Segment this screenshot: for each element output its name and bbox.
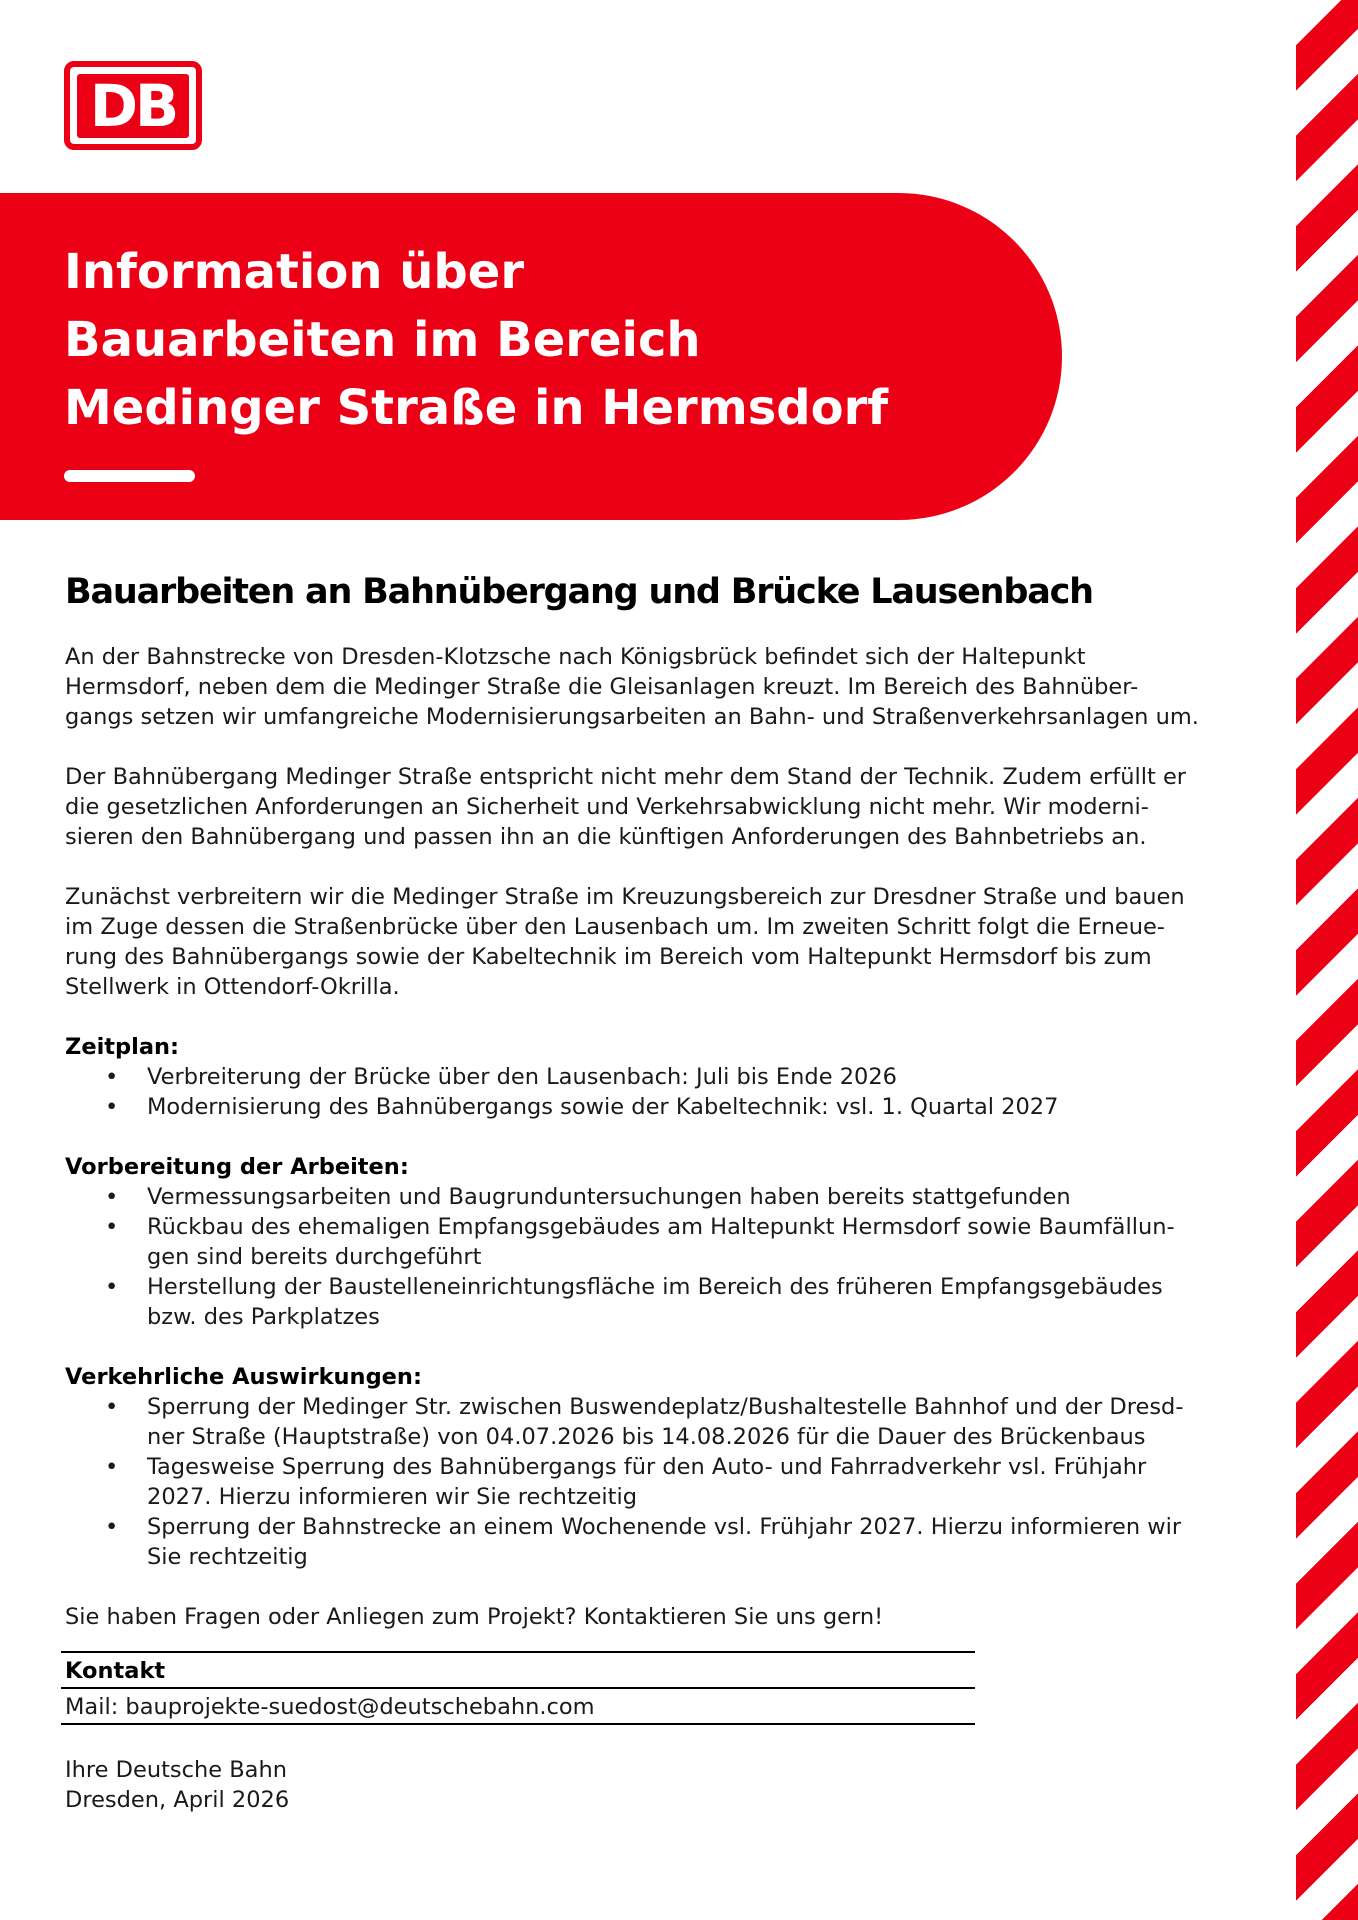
list-item-line: • Vermessungsarbeiten und Baugrunduntersuchungen haben bereits stattgefunden bbox=[147, 1184, 1071, 1210]
list-item bbox=[65, 1182, 1245, 1212]
list-item-line: gen sind bereits durchgeführt bbox=[147, 1244, 482, 1270]
list-item-line: bzw. des Parkplatzes bbox=[147, 1304, 380, 1330]
list-item-line: Sie rechtzeitig bbox=[147, 1544, 308, 1570]
paragraph-line: Hermsdorf, neben dem die Medinger Straße die Gleisanlagen kreuzt. Im Bereich des Bahnüber- bbox=[65, 674, 1139, 700]
db-logo-text: DB bbox=[77, 74, 189, 138]
auswirkungen-heading: Verkehrliche Auswirkungen: bbox=[65, 1364, 422, 1390]
list-item-line: ner Straße (Hauptstraße) von 04.07.2026 bis 14.08.2026 für die Dauer des Brückenbaus bbox=[147, 1424, 1146, 1450]
signature-line: Ihre Deutsche Bahn bbox=[65, 1757, 287, 1783]
paragraph-line: rung des Bahnübergangs sowie der Kabeltechnik im Bereich vom Haltepunkt Hermsdorf bis zum bbox=[65, 944, 1152, 970]
zeitplan-list bbox=[65, 1062, 1245, 1122]
paragraph-line: Zunächst verbreitern wir die Medinger Straße im Kreuzungsbereich zur Dresdner Straße und bauen bbox=[65, 884, 1185, 910]
section-title: Bauarbeiten an Bahnübergang und Brücke Lausenbach bbox=[65, 572, 1093, 612]
list-item-line: • Verbreiterung der Brücke über den Lausenbach: Juli bis Ende 2026 bbox=[147, 1064, 897, 1090]
hero-title-line: Medinger Straße in Hermsdorf bbox=[64, 380, 889, 436]
paragraph-line: Der Bahnübergang Medinger Straße entspricht nicht mehr dem Stand der Technik. Zudem erfüllt er bbox=[65, 764, 1187, 790]
hero-title bbox=[64, 238, 1014, 442]
list-item-line: • Tagesweise Sperrung des Bahnübergangs für den Auto- und Fahrradverkehr vsl. Frühjahr bbox=[147, 1454, 1147, 1480]
vorbereitung-heading: Vorbereitung der Arbeiten: bbox=[65, 1154, 409, 1180]
auswirkungen-list bbox=[65, 1392, 1245, 1572]
list-item bbox=[65, 1092, 1245, 1122]
paragraph-ablauf bbox=[65, 882, 1245, 1002]
paragraph-line: sieren den Bahnübergang und passen ihn an die künftigen Anforderungen des Bahnbetriebs an. bbox=[65, 824, 1147, 850]
main-content bbox=[65, 570, 1245, 1815]
paragraph-line: An der Bahnstrecke von Dresden-Klotzsche nach Königsbrück befindet sich der Haltepunkt bbox=[65, 644, 1086, 670]
list-item bbox=[65, 1512, 1245, 1572]
list-item-line: • Herstellung der Baustelleneinrichtungsfläche im Bereich des früheren Empfangsgebäudes bbox=[147, 1274, 1163, 1300]
paragraph-line: die gesetzlichen Anforderungen an Sicherheit und Verkehrsabwicklung nicht mehr. Wir moderni- bbox=[65, 794, 1149, 820]
hero-title-line: Information über bbox=[64, 244, 524, 300]
warning-stripes-border bbox=[1296, 0, 1358, 1920]
list-item bbox=[65, 1062, 1245, 1092]
list-item-line: • Modernisierung des Bahnübergangs sowie der Kabeltechnik: vsl. 1. Quartal 2027 bbox=[147, 1094, 1059, 1120]
list-item-line: • Rückbau des ehemaligen Empfangsgebäudes am Haltepunkt Hermsdorf sowie Baumfällun- bbox=[147, 1214, 1175, 1240]
list-item bbox=[65, 1272, 1245, 1332]
zeitplan-heading: Zeitplan: bbox=[65, 1034, 180, 1060]
list-item bbox=[65, 1392, 1245, 1452]
hero-underline bbox=[64, 470, 195, 482]
hero-title-line: Bauarbeiten im Bereich bbox=[64, 312, 701, 368]
paragraph-intro bbox=[65, 642, 1245, 732]
paragraph-line: Stellwerk in Ottendorf-Okrilla. bbox=[65, 974, 400, 1000]
vorbereitung-list bbox=[65, 1182, 1245, 1332]
list-item-line: • Sperrung der Medinger Str. zwischen Buswendeplatz/Bushaltestelle Bahnhof und der Dresd- bbox=[147, 1394, 1184, 1420]
paragraph-technik bbox=[65, 762, 1245, 852]
contact-mail: Mail: bauprojekte-suedost@deutschebahn.com bbox=[61, 1689, 975, 1725]
paragraph-line: im Zuge dessen die Straßenbrücke über den Lausenbach um. Im zweiten Schritt folgt die Erneue- bbox=[65, 914, 1165, 940]
signature-line: Dresden, April 2026 bbox=[65, 1787, 290, 1813]
closing-text: Sie haben Fragen oder Anliegen zum Projekt? Kontaktieren Sie uns gern! bbox=[65, 1604, 884, 1630]
signature bbox=[65, 1755, 1245, 1815]
list-item-line: • Sperrung der Bahnstrecke an einem Wochenende vsl. Frühjahr 2027. Hierzu informieren wir bbox=[147, 1514, 1182, 1540]
paragraph-line: gangs setzen wir umfangreiche Modernisierungsarbeiten an Bahn- und Straßenverkehrsanlagen um. bbox=[65, 704, 1199, 730]
list-item-line: 2027. Hierzu informieren wir Sie rechtzeitig bbox=[147, 1484, 638, 1510]
db-logo bbox=[64, 61, 202, 150]
contact-heading: Kontakt bbox=[61, 1653, 975, 1689]
contact-table bbox=[61, 1651, 975, 1725]
list-item bbox=[65, 1212, 1245, 1272]
list-item bbox=[65, 1452, 1245, 1512]
